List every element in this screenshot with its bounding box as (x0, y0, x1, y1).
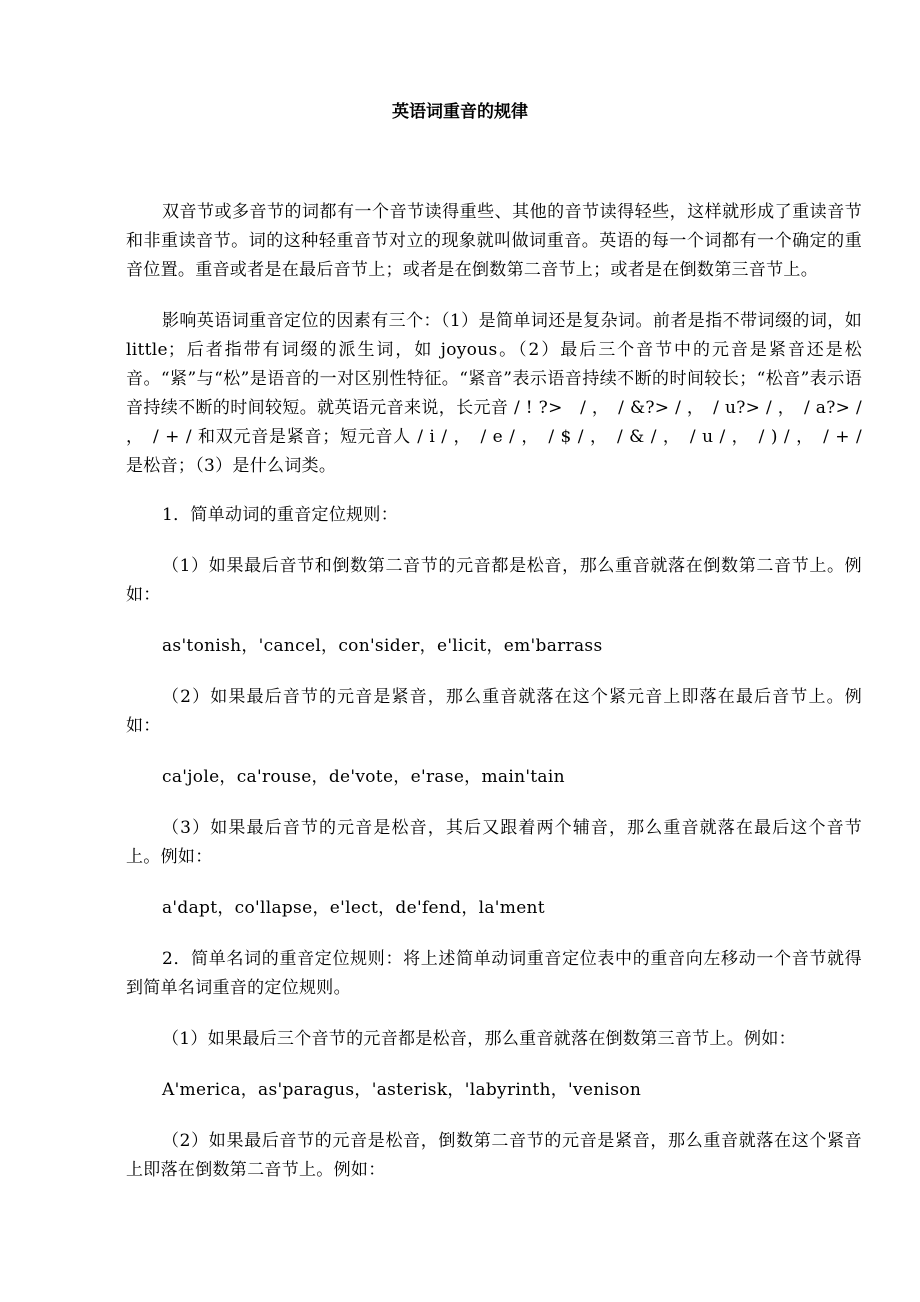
page-title: 英语词重音的规律 (392, 102, 528, 122)
verb-rule-2: （2）如果最后音节的元音是紧音，那么重音就落在这个紧元音上即落在最后音节上。例如： (126, 687, 862, 736)
verb-rule-1: （1）如果最后音节和倒数第二音节的元音都是松音，那么重音就落在倒数第二音节上。例如： (126, 556, 862, 605)
verb-example-2: ca'jole，ca'rouse，de'vote，e'rase，main'tain (162, 767, 565, 787)
noun-example-1: A'merica，as'paragus，'asterisk，'labyrinth，'venison (162, 1080, 642, 1100)
noun-rule-1: （1）如果最后三个音节的元音都是松音，那么重音就落在倒数第三音节上。例如： (162, 1029, 796, 1049)
noun-rule-2: （2）如果最后音节的元音是松音，倒数第二音节的元音是紧音，那么重音就落在这个紧音上即落在倒数第二音节上。例如： (126, 1131, 862, 1180)
verb-rule-3: （3）如果最后音节的元音是松音，其后又跟着两个辅音，那么重音就落在最后这个音节上。例如： (126, 818, 862, 867)
nouns-heading: 2．简单名词的重音定位规则：将上述简单动词重音定位表中的重音向左移动一个音节就得到简单名词重音的定位规则。 (126, 949, 862, 998)
verbs-heading: 1．简单动词的重音定位规则： (162, 505, 399, 525)
verb-example-1: as'tonish，'cancel，con'sider，e'licit，em'barrass (162, 636, 603, 656)
document-body (126, 198, 862, 1185)
factors-paragraph: 影响英语词重音定位的因素有三个：（1）是简单词还是复杂词。前者是指不带词缀的词，如 little；后者指带有词缀的派生词，如 joyous。（2）最后三个音节中的元音是紧音还是松音。“紧”与“松”是语音的一对区别性特征。“紧音”表示语音持续不断的时间较长；“松音”表示语音持续不断的时间较短。就英语元音来说，长元音 / ! ?> / ， / &?> / ， / u?> / ， / a?> / ， / + / 和双元音是紧音；短元音人 / i / ， / e / ， / $ / ， / & / ， / u / ， / ) / ， / + / 是松音；（3）是什么词类。 (126, 311, 862, 476)
verb-example-3: a'dapt，co'llapse，e'lect，de'fend，la'ment (162, 898, 545, 918)
intro-paragraph: 双音节或多音节的词都有一个音节读得重些、其他的音节读得轻些，这样就形成了重读音节和非重读音节。词的这种轻重音节对立的现象就叫做词重音。英语的每一个词都有一个确定的重音位置。重音或者是在最后音节上；或者是在倒数第二音节上；或者是在倒数第三音节上。 (126, 202, 862, 280)
